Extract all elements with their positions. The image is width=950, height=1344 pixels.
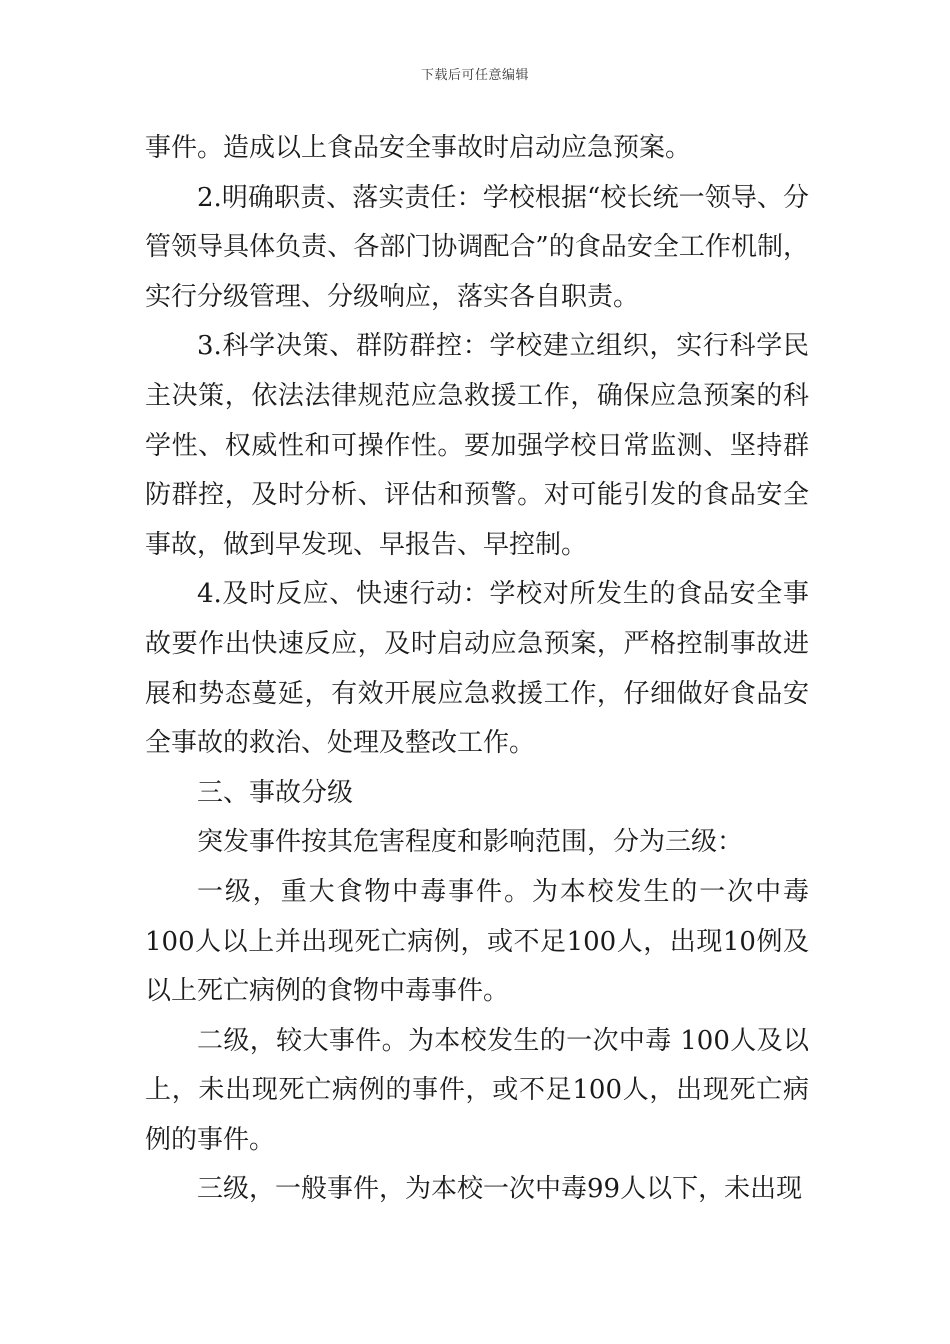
paragraph-grading-intro: 突发事件按其危害程度和影响范围，分为三级：	[197, 827, 744, 858]
page-header: 下载后可任意编辑	[420, 68, 529, 83]
paragraph-level-two: 二级，较大事件。为本校发生的一次中毒 100人及以上，未出现死亡病例的事件，或不足100人，出现死亡病例的事件。	[145, 1025, 809, 1155]
paragraph-scientific-decision: 3.科学决策、群防群控：学校建立组织，实行科学民主决策，依法法律规范应急救援工作，确保应急预案的科学性、权威性和可操作性。要加强学校日常监测、坚持群防群控，及时分析、评估和预警。对可能引发的食品安全事故，做到早发现、早报告、早控制。	[145, 331, 809, 560]
paragraph-clarify-duties: 2.明确职责、落实责任：学校根据“校长统一领导、分管领导具体负责、各部门协调配合”的食品安全工作机制，实行分级管理、分级响应，落实各自职责。	[145, 182, 809, 312]
document-body	[145, 124, 809, 1215]
paragraph-level-three: 三级，一般事件，为本校一次中毒99人以下，未出现	[197, 1174, 803, 1205]
paragraph-quick-response: 4.及时反应、快速行动：学校对所发生的食品安全事故要作出快速反应，及时启动应急预案，严格控制事故进展和势态蔓延，有效开展应急救援工作，仔细做好食品安全事故的救治、处理及整改工作。	[145, 579, 809, 759]
paragraph-level-one: 一级，重大食物中毒事件。为本校发生的一次中毒100人以上并出现死亡病例，或不足100人，出现10例及以上死亡病例的食物中毒事件。	[145, 876, 809, 1007]
paragraph-event-continuation: 事件。造成以上食品安全事故时启动应急预案。	[145, 133, 692, 163]
section-heading-accident-grading: 三、事故分级	[197, 777, 354, 808]
